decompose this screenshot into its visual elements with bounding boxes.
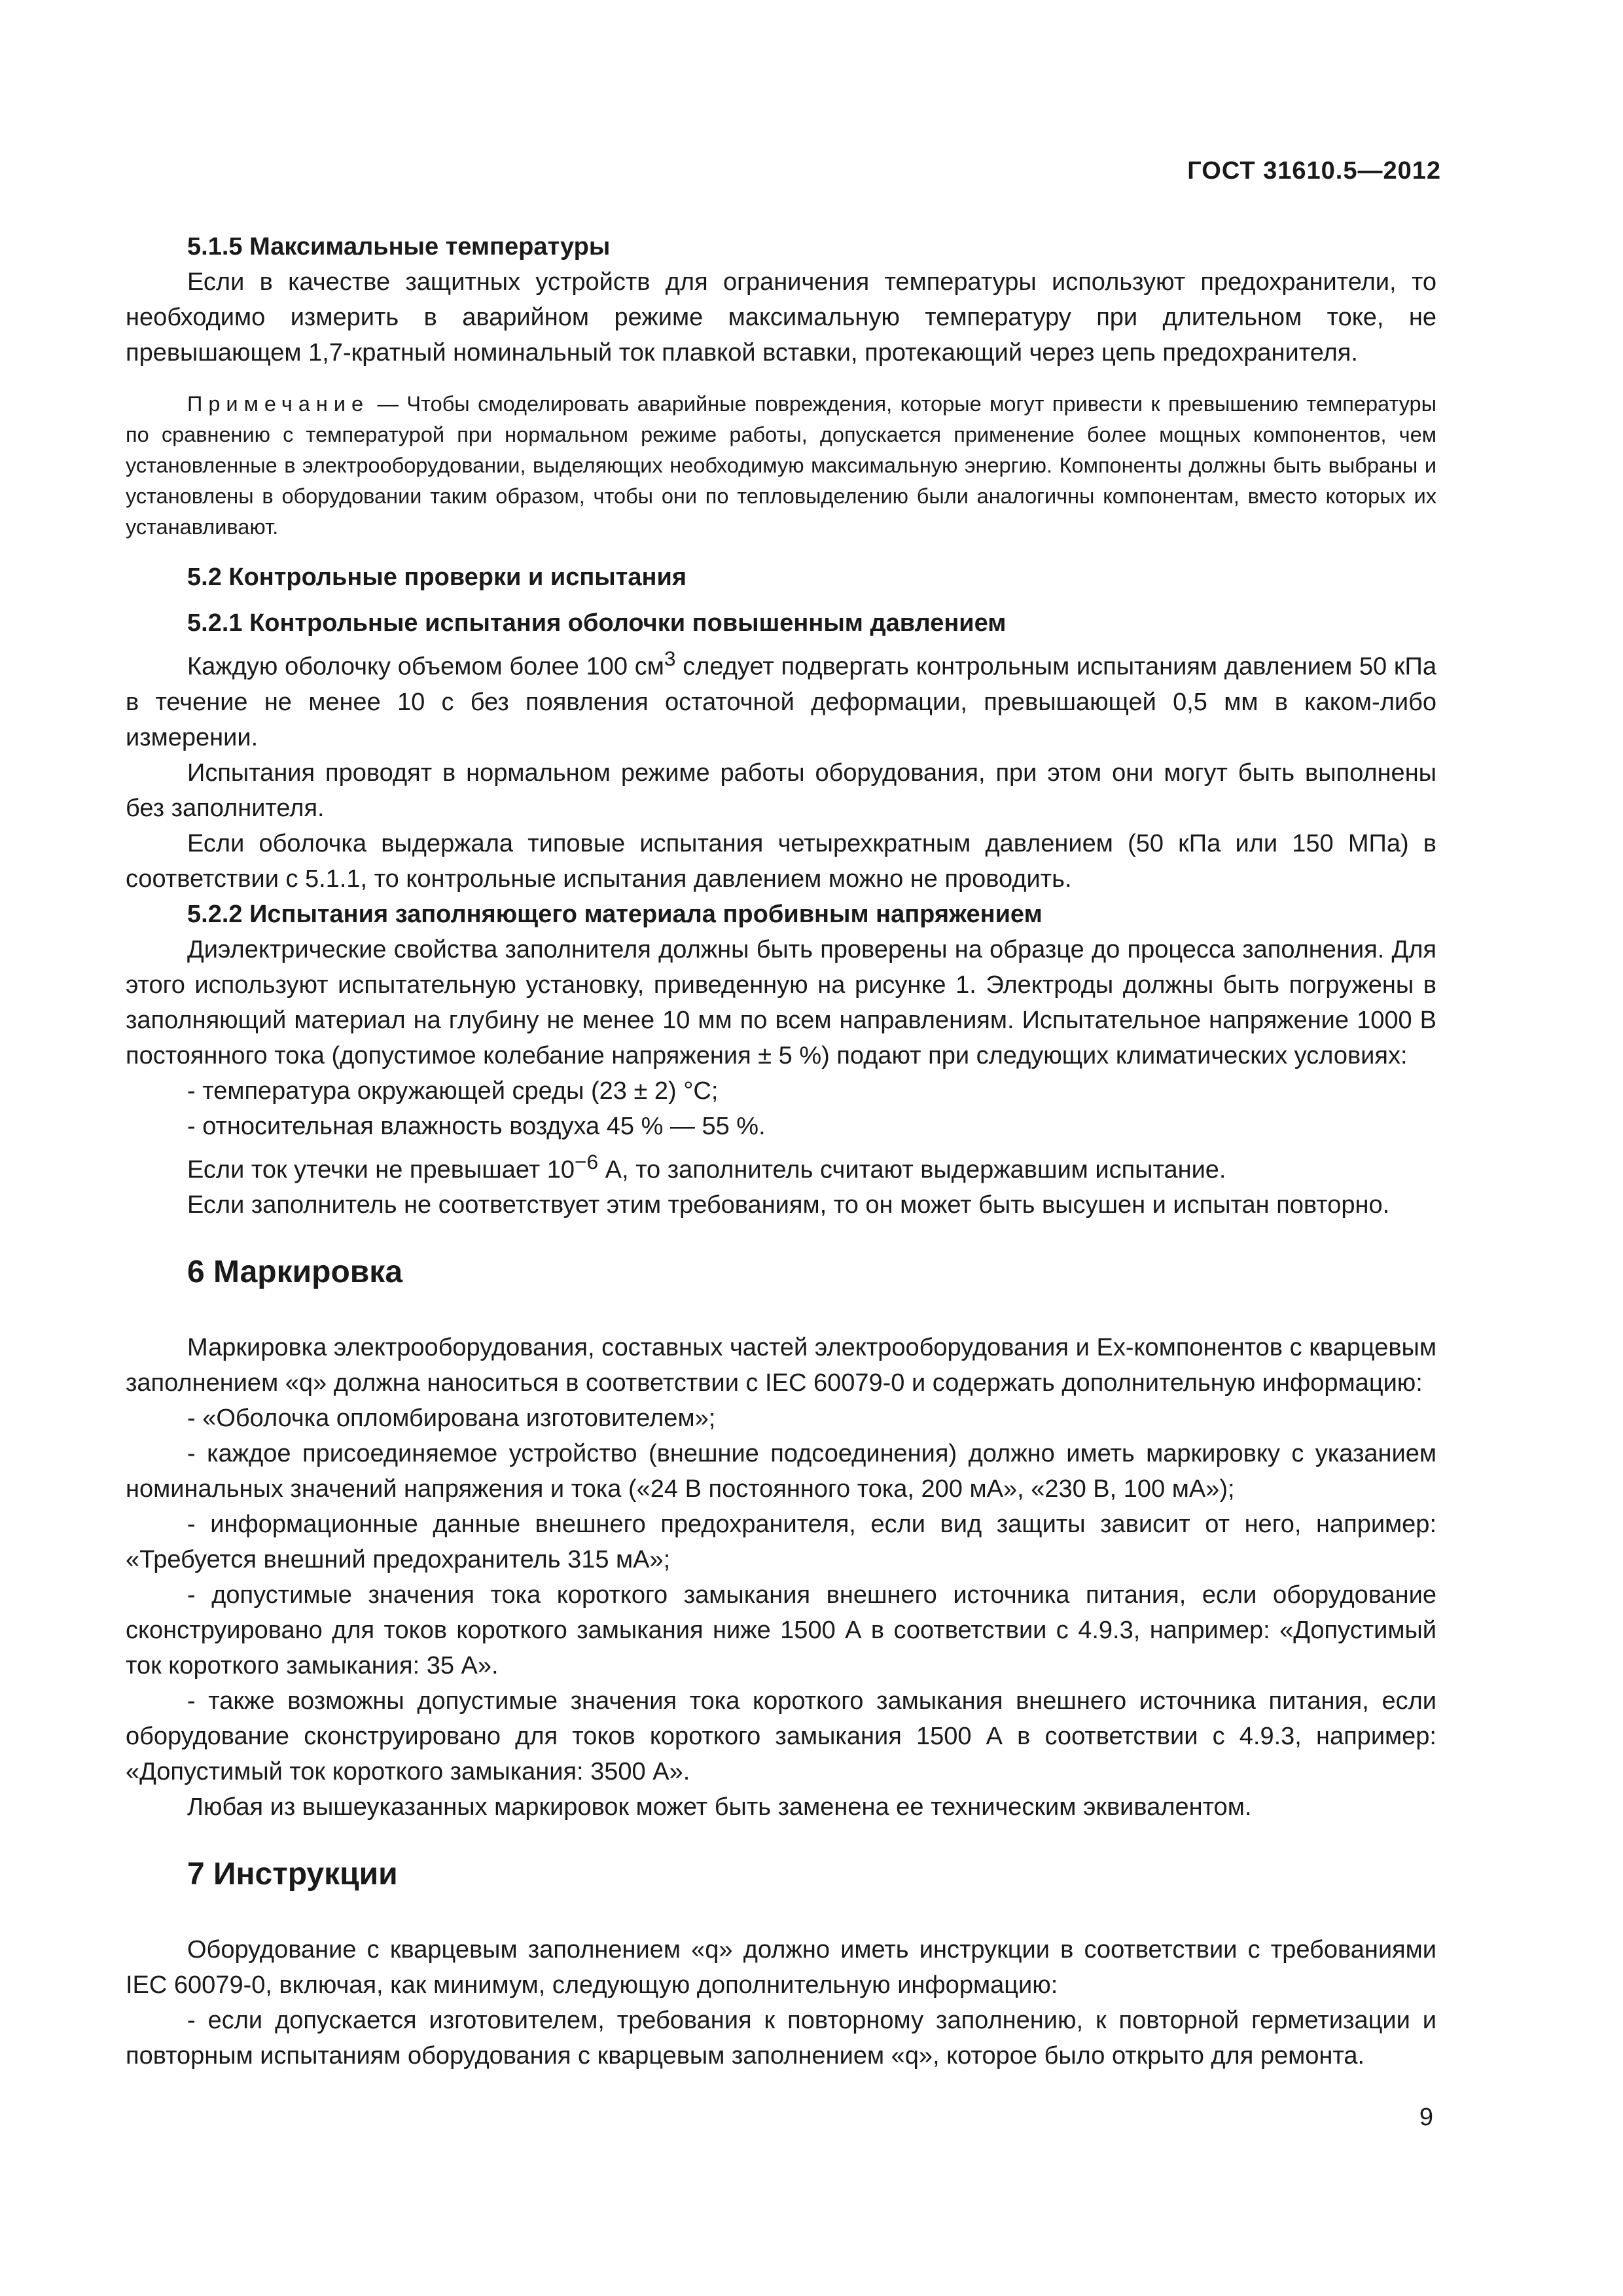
list-item: - также возможны допустимые значения тока короткого замыкания внешнего источника питания, если оборудование сконструировано для токов короткого замыкания 1500 А в соответствии с 4.9.3, например: «Допустимый ток короткого замыкания: 3500 А». <box>126 1687 1436 1786</box>
list-item: - «Оболочка опломбирована изготовителем»; <box>187 1405 716 1433</box>
page-content <box>126 229 1436 2073</box>
heading-6: 6 Маркировка <box>187 1255 403 1290</box>
list-item: - информационные данные внешнего предохранителя, если вид защиты зависит от него, например: «Требуется внешний предохранитель 315 мА»; <box>126 1511 1436 1574</box>
text-run: Если ток утечки не превышает 10 <box>187 1156 575 1184</box>
note-text: — Чтобы смоделировать аварийные повреждения, которые могут привести к превышению температуры по сравнению с температурой при нормальном режиме работы, допускается применение более мощных компонентов, чем установленные в электрооборудовании, выделяющих необходимую максимальную энергию. Компоненты должны быть выбраны и установлены в оборудовании таким образом, чтобы они по тепловыделению были аналогичны компонентам, вместо которых их устанавливают. <box>126 392 1436 539</box>
heading-7: 7 Инструкции <box>187 1857 398 1892</box>
list-item: - температура окружающей среды (23 ± 2) °C; <box>187 1077 719 1105</box>
page-number: 9 <box>1419 2104 1433 2131</box>
note <box>126 389 1436 543</box>
superscript: 3 <box>664 647 676 670</box>
heading-5-2-2: 5.2.2 Испытания заполняющего материала пробивным напряжением <box>187 900 1043 928</box>
paragraph: Если заполнитель не соответствует этим требованиям, то он может быть высушен и испытан повторно. <box>187 1191 1390 1219</box>
text-run: следует подвергать контрольным испытаниям давлением 50 кПа в течение не менее 10 с без появления остаточной деформации, превышающей 0,5 мм в каком-либо измерении. <box>126 653 1436 751</box>
document-code: ГОСТ 31610.5—2012 <box>1187 157 1441 185</box>
paragraph: Оборудование с кварцевым заполнением «q» должно иметь инструкции в соответствии с требованиями IEC 60079-0, включая, как минимум, следующую дополнительную информацию: <box>126 1936 1436 2000</box>
list-item: - допустимые значения тока короткого замыкания внешнего источника питания, если оборудование сконструировано для токов короткого замыкания ниже 1500 А в соответствии с 4.9.3, например: «Допустимый ток короткого замыкания: 35 А». <box>126 1581 1436 1680</box>
heading-5-2-1: 5.2.1 Контрольные испытания оболочки повышенным давлением <box>187 609 1007 637</box>
note-label: Примечание <box>187 392 370 416</box>
superscript: −6 <box>574 1149 599 1174</box>
paragraph: Диэлектрические свойства заполнителя должны быть проверены на образце до процесса заполнения. Для этого используют испытательную установку, приведенную на рисунке 1. Электроды должны быть погружены в заполняющий материал на глубину не менее 10 мм по всем направлениям. Испытательное напряжение 1000 В постоянного тока (допустимое колебание напряжения ± 5 %) подают при следующих климатических условиях: <box>126 935 1436 1069</box>
paragraph: Если оболочка выдержала типовые испытания четырехкратным давлением (50 кПа или 150 МПа) в соответствии с 5.1.1, то контрольные испытания давлением можно не проводить. <box>126 829 1436 893</box>
paragraph <box>126 1144 1436 1188</box>
heading-5-1-5: 5.1.5 Максимальные температуры <box>187 233 611 260</box>
paragraph: Любая из вышеуказанных маркировок может быть заменена ее техническим эквивалентом. <box>187 1793 1252 1821</box>
text-run: А, то заполнитель считают выдержавшим испытание. <box>598 1156 1226 1184</box>
paragraph: Если в качестве защитных устройств для ограничения температуры используют предохранители, то необходимо измерить в аварийном режиме максимальную температуру при длительном токе, не превышающем 1,7-кратный номинальный ток плавкой вставки, протекающий через цепь предохранителя. <box>126 268 1436 367</box>
heading-5-2: 5.2 Контрольные проверки и испытания <box>187 564 687 591</box>
list-item: - если допускается изготовителем, требования к повторному заполнению, к повторной герметизации и повторным испытаниям оборудования с кварцевым заполнением «q», которое было открыто для ремонта. <box>126 2007 1436 2070</box>
paragraph <box>126 641 1436 755</box>
paragraph: Маркировка электрооборудования, составных частей электрооборудования и Ex-компонентов с кварцевым заполнением «q» должна наноситься в соответствии с IEC 60079-0 и содержать дополнительную информацию: <box>126 1334 1436 1397</box>
paragraph: Испытания проводят в нормальном режиме работы оборудования, при этом они могут быть выполнены без заполнителя. <box>126 759 1436 822</box>
list-item: - относительная влажность воздуха 45 % — 55 %. <box>187 1112 766 1140</box>
list-item: - каждое присоединяемое устройство (внешние подсоединения) должно иметь маркировку с указанием номинальных значений напряжения и тока («24 В постоянного тока, 200 мА», «230 В, 100 мА»); <box>126 1440 1436 1503</box>
text-run: Каждую оболочку объемом более 100 см <box>187 653 664 681</box>
